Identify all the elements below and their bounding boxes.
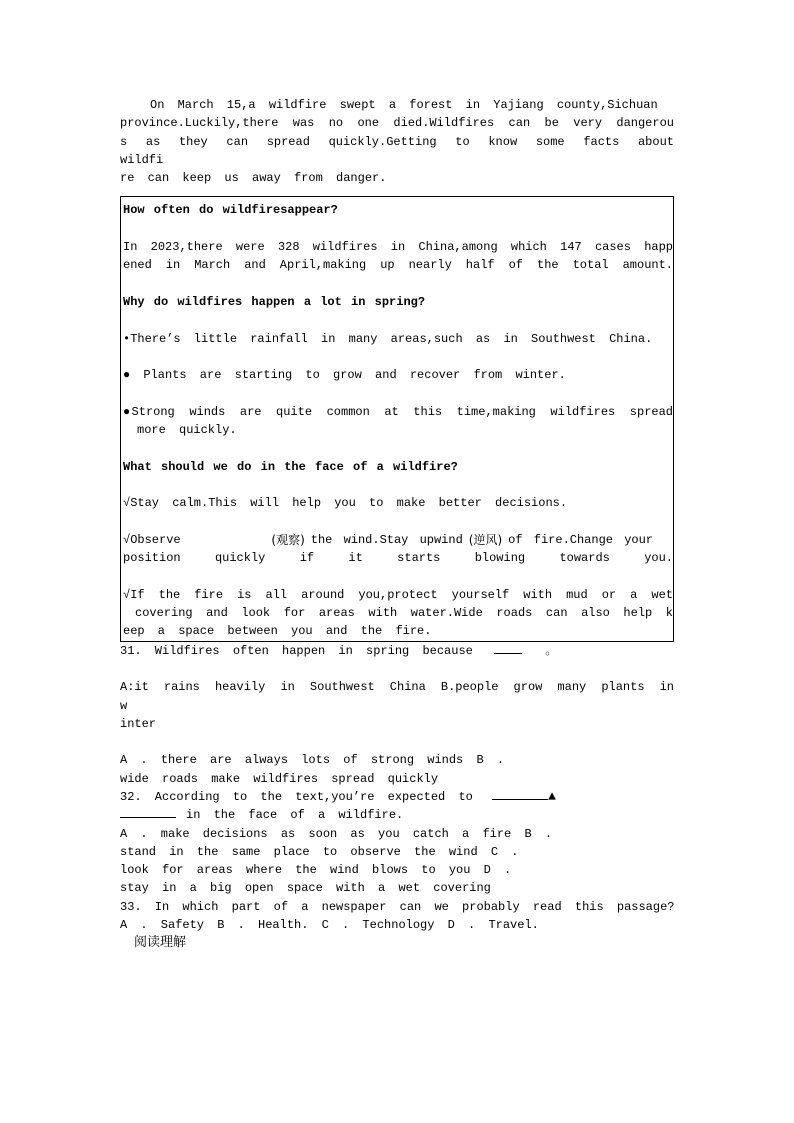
facts-check-item: √If the fire is all around you,protect yourself with mud or a wet (123, 587, 673, 602)
facts-check-cont: position quickly if it starts blowing towards you. (123, 551, 673, 566)
intro-line: re can keep us away from danger. (120, 171, 387, 186)
chinese-gloss: (逆风) (468, 532, 503, 547)
intro-line: On March 15,a wildfire swept a forest in Yajiang county,Sichuan (150, 98, 658, 112)
option-line: inter (120, 716, 157, 731)
facts-text: In 2023,there were 328 wildfires in China,among which 147 cases happ (123, 240, 673, 255)
section-label: 阅读理解 (134, 935, 187, 951)
answer-blank[interactable] (494, 642, 522, 654)
option-line: A . make decisions as soon as you catch a fire B . (120, 826, 553, 841)
option-line: stand in the same place to observe the wind C . (120, 844, 519, 859)
chinese-gloss: (观察) (271, 532, 305, 547)
intro-line: province.Luckily,there was no one died.Wildfires can be very dangerou (120, 116, 674, 131)
option-line: A . there are always lots of strong winds B . (120, 753, 505, 768)
option-line: look for areas where the wind blows to you D . (120, 863, 512, 878)
question-stem: 31. Wildfires often happen in spring because (120, 643, 473, 658)
facts-bullet-cont: more quickly. (137, 423, 237, 438)
question-33: 33. In which part of a newspaper can we probably read this passage? (120, 899, 675, 914)
facts-bullet: ● Plants are starting to grow and recover from winter. (123, 368, 566, 383)
check-text: the wind.Stay upwind (310, 532, 463, 547)
option-line: A . Safety B . Health. C . Technology D . Travel. (120, 918, 539, 933)
answer-blank[interactable] (120, 806, 176, 818)
facts-check-item: √Stay calm.This will help you to make better decisions. (123, 496, 568, 511)
question-text: in the face of a wildfire. (186, 808, 404, 823)
question-31 (120, 642, 674, 660)
facts-bullet: •There’s little rainfall in many areas,such as in Southwest China. (123, 331, 653, 346)
intro-paragraph (120, 96, 674, 187)
intro-line: s as they can spread quickly.Getting to know some facts about wildfi (120, 134, 674, 167)
facts-box (120, 196, 674, 641)
check-text: √Observe (123, 532, 181, 547)
triangle-icon: ▲ (548, 788, 556, 804)
facts-heading-action: What should we do in the face of a wildfire? (123, 459, 458, 474)
facts-check-cont: covering and look for areas with water.Wide roads can also help k (135, 606, 673, 621)
facts-heading-spring: Why do wildfires happen a lot in spring? (123, 294, 426, 309)
check-text: of fire.Change your (508, 532, 653, 547)
facts-text: ened in March and April,making up nearly half of the total amount. (123, 258, 673, 273)
questions (120, 642, 674, 935)
question-32-cont (120, 806, 674, 824)
facts-check-item (123, 531, 673, 549)
facts-heading-frequency: How often do wildfiresappear? (123, 203, 338, 218)
option-line: A:it rains heavily in Southwest China B.people grow many plants in w (120, 680, 674, 713)
option-line: stay in a big open space with a wet covering (120, 881, 491, 896)
facts-check-cont: eep a space between you and the fire. (123, 624, 432, 639)
question-32 (120, 788, 674, 806)
question-stem: 32. According to the text,you’re expected to (120, 789, 473, 804)
question-end: 。 (545, 643, 558, 658)
answer-blank[interactable] (492, 788, 548, 800)
facts-bullet: ●Strong winds are quite common at this time,making wildfires spread (123, 404, 673, 419)
option-line: wide roads make wildfires spread quickly (120, 771, 439, 786)
document-page (120, 96, 674, 952)
